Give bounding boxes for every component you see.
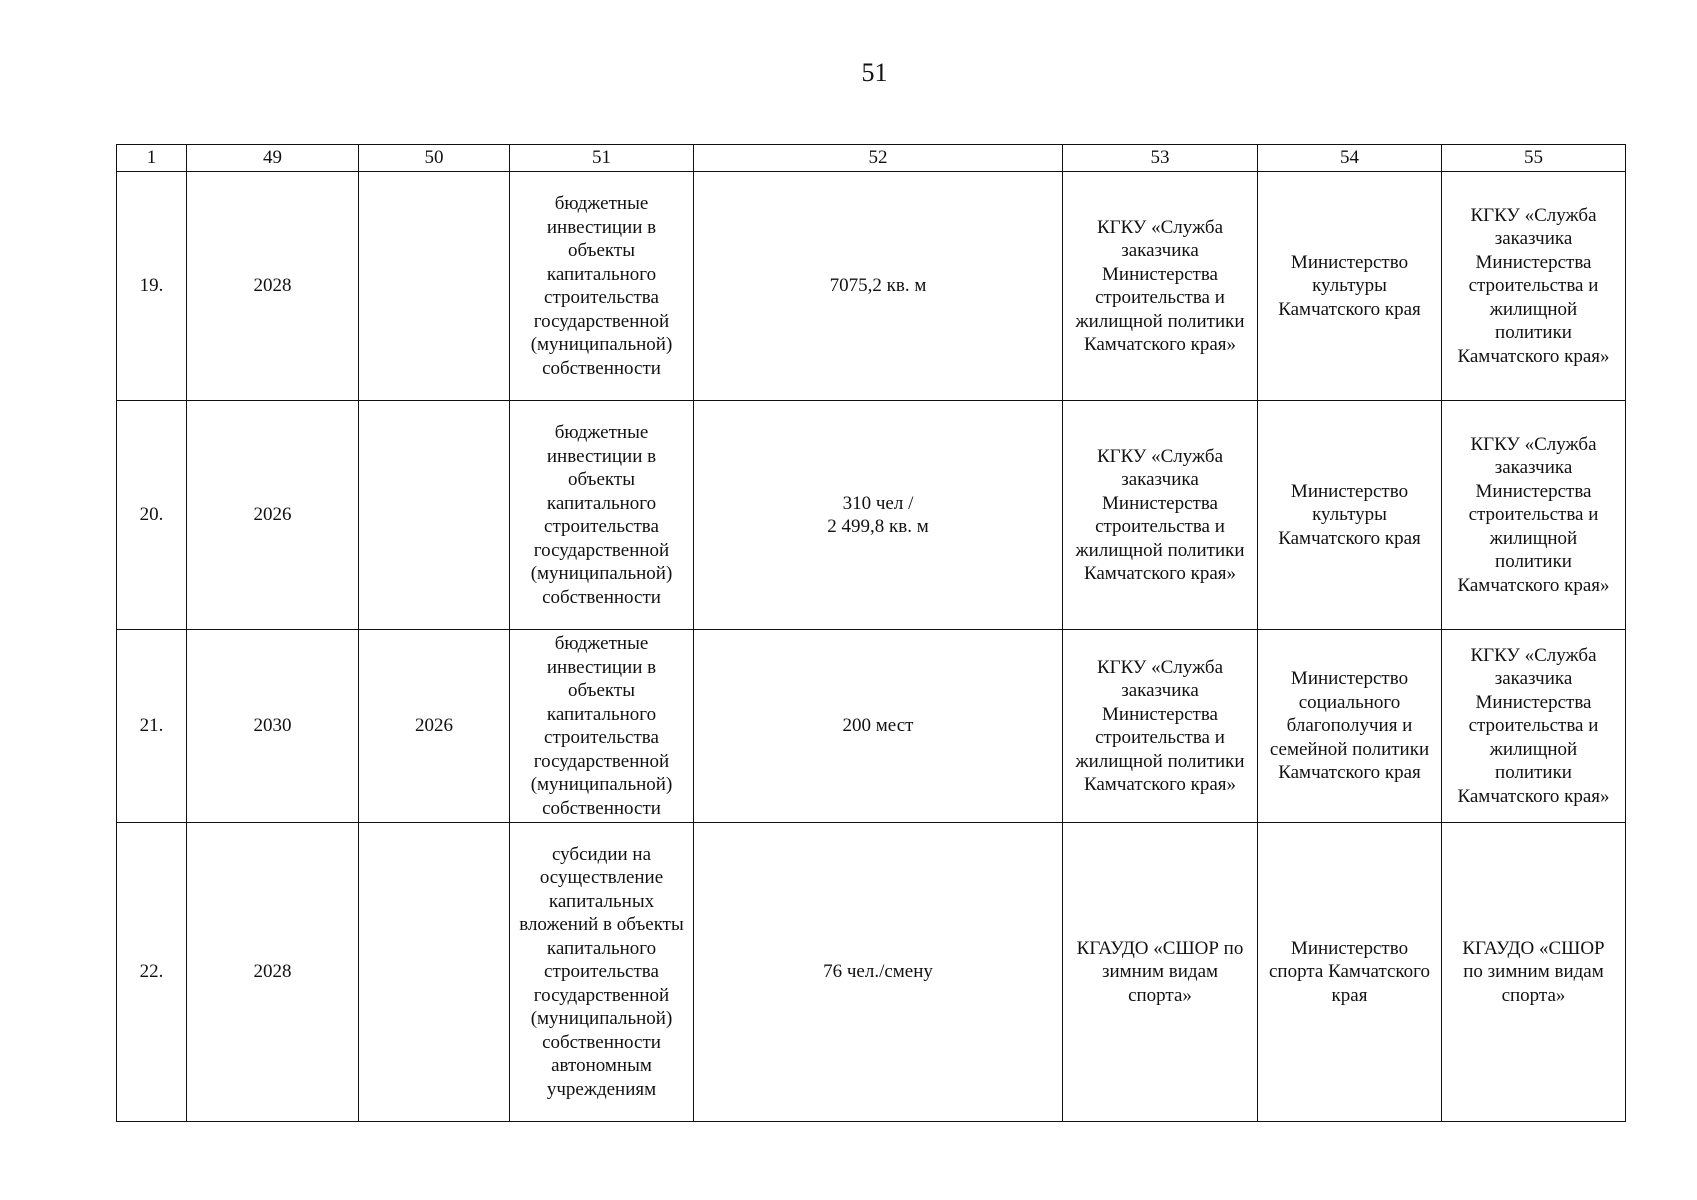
cell-text-line: жилищной политики	[1075, 310, 1245, 332]
capacity-cell	[694, 823, 1063, 1122]
page-number: 51	[861, 58, 888, 87]
table-row	[117, 172, 1626, 401]
cell-text-line: автономным	[551, 1055, 652, 1077]
cell-text-line: бюджетные	[554, 633, 649, 654]
cell-text-line: политики	[1495, 762, 1572, 784]
cell-text-line: капитальных	[548, 890, 655, 912]
cell-text-line: строительства	[544, 516, 659, 537]
cell-text-line: Камчатского края	[1278, 762, 1421, 784]
cell-text-line: жилищной	[1489, 298, 1578, 320]
cell-text-line: жилищной политики	[1075, 539, 1245, 561]
row-number-cell: 20.	[117, 401, 187, 630]
year-cell: 2028	[187, 172, 359, 401]
cell-text-line: Камчатского края»	[1083, 774, 1237, 795]
cell-text-line: политики	[1495, 551, 1572, 573]
funding-type-cell	[510, 823, 694, 1122]
cell-text-line: государственной	[533, 750, 670, 772]
cell-text-line: заказчика	[1121, 680, 1199, 701]
cell-text-line: КГКУ «Служба	[1096, 445, 1224, 467]
cell-text-line: строительства	[544, 961, 659, 983]
cell-text-line: собственности	[542, 357, 661, 379]
cell-text-line: Камчатского края»	[1083, 563, 1237, 584]
ministry-cell	[1258, 172, 1442, 401]
cell-text-line: бюджетные	[554, 193, 649, 214]
cell-text-line: края	[1331, 984, 1368, 1006]
cell-text-line: Министерство	[1290, 937, 1409, 959]
cell-text-line: капитального	[546, 937, 657, 959]
cell-text-line: Министерства	[1102, 703, 1218, 725]
cell-text-line: осуществление	[539, 867, 664, 889]
cell-text-line: благополучия и	[1286, 715, 1413, 737]
cell-text-line: Министерство	[1290, 668, 1409, 690]
cell-text-line: 7075,2 кв. м	[829, 275, 927, 297]
cell-text-line: инвестиции в	[546, 656, 657, 678]
cell-text-line: спорта»	[1128, 984, 1192, 1006]
year-cell: 2030	[187, 630, 359, 823]
cell-text-line: жилищной	[1489, 527, 1578, 549]
cell-text-line: по зимним видам	[1463, 961, 1604, 983]
cell-text-line: инвестиции в	[546, 216, 657, 238]
year-cell-secondary	[359, 823, 510, 1122]
cell-text-line: инвестиции в	[546, 445, 657, 467]
cell-text-line: Министерства	[1475, 480, 1592, 502]
cell-text-line: капитального	[546, 703, 657, 725]
cell-text-line: бюджетные	[554, 422, 649, 443]
cell-text-line: заказчика	[1121, 240, 1199, 261]
cell-text-line: Министерство	[1290, 480, 1409, 502]
cell-text-line: жилищной политики	[1075, 750, 1245, 772]
funding-type-cell	[510, 401, 694, 630]
cell-text-line: социального	[1298, 691, 1401, 713]
row-number-cell: 22.	[117, 823, 187, 1122]
cell-text-line: КГКУ «Служба	[1096, 216, 1224, 238]
cell-text-line: Министерства	[1102, 492, 1218, 514]
cell-text-line: строительства	[544, 727, 659, 748]
year-cell: 2028	[187, 823, 359, 1122]
cell-text-line: политики	[1495, 322, 1572, 344]
row-number-cell: 19.	[117, 172, 187, 401]
cell-text-line: Министерства	[1475, 251, 1592, 273]
cell-text-line: субсидии на	[551, 843, 652, 865]
header-row	[117, 145, 1626, 172]
cell-text-line: спорта»	[1501, 984, 1566, 1006]
column-header-1: 1	[117, 145, 187, 172]
column-header-49: 49	[187, 145, 359, 172]
cell-text-line: объекты	[567, 680, 635, 701]
cell-text-line: Камчатского края»	[1457, 574, 1610, 596]
ministry-cell	[1258, 823, 1442, 1122]
column-header-55: 55	[1442, 145, 1626, 172]
cell-text-line: (муниципальной)	[530, 563, 673, 584]
customer-cell	[1063, 401, 1258, 630]
cell-text-line: (муниципальной)	[530, 334, 673, 355]
cell-text-line: КГКУ «Служба	[1096, 656, 1224, 678]
cell-text-line: вложений в объекты	[519, 914, 684, 936]
cell-text-line: (муниципальной)	[530, 1008, 673, 1030]
cell-text-line: КГКУ «Служба	[1470, 433, 1597, 455]
customer-cell	[1063, 172, 1258, 401]
recipient-cell	[1442, 401, 1626, 630]
cell-text-line: культуры	[1312, 504, 1387, 526]
cell-text-line: собственности	[542, 1031, 661, 1053]
data-table	[116, 144, 1626, 1122]
table-row	[117, 630, 1626, 823]
column-header-50: 50	[359, 145, 510, 172]
cell-text-line: строительства	[544, 287, 659, 308]
column-header-52: 52	[694, 145, 1063, 172]
customer-cell	[1063, 630, 1258, 823]
cell-text-line: КГКУ «Служба	[1470, 204, 1597, 226]
recipient-cell	[1442, 630, 1626, 823]
cell-text-line: Министерства	[1102, 263, 1218, 285]
year-cell-secondary	[359, 172, 510, 401]
cell-text-line: семейной политики	[1269, 738, 1430, 760]
cell-text-line: зимним видам	[1101, 961, 1219, 983]
cell-text-line: заказчика	[1494, 457, 1573, 479]
cell-text-line: государственной	[533, 984, 670, 1006]
cell-text-line: Министерства	[1475, 691, 1592, 713]
customer-cell	[1063, 823, 1258, 1122]
cell-text-line: 200 мест	[842, 715, 914, 737]
cell-text-line: строительства и	[1095, 287, 1225, 308]
cell-text-line: жилищной	[1489, 738, 1578, 760]
cell-text-line: Камчатского края»	[1457, 345, 1610, 367]
ministry-cell	[1258, 630, 1442, 823]
cell-text-line: строительства и	[1095, 727, 1225, 748]
cell-text-line: строительства и	[1095, 516, 1225, 537]
cell-text-line: (муниципальной)	[530, 774, 673, 795]
capacity-cell	[694, 172, 1063, 401]
cell-text-line: 76 чел./смену	[823, 961, 933, 983]
cell-text-line: заказчика	[1494, 228, 1573, 250]
cell-text-line: КГКУ «Служба	[1470, 644, 1597, 666]
cell-text-line: строительства и	[1468, 715, 1599, 737]
year-cell-secondary	[359, 401, 510, 630]
cell-text-line: заказчика	[1121, 469, 1199, 490]
cell-text-line: Министерство	[1290, 251, 1409, 273]
cell-text-line: собственности	[542, 586, 661, 608]
cell-text-line: Камчатского края	[1278, 527, 1421, 549]
cell-text-line: учреждениям	[546, 1078, 657, 1100]
table-row	[117, 401, 1626, 630]
capacity-cell	[694, 630, 1063, 823]
cell-text-line: КГАУДО «СШОР по	[1076, 937, 1244, 959]
cell-text-line: Камчатского края	[1278, 298, 1421, 320]
cell-text-line: государственной	[533, 310, 670, 332]
cell-text-line: 2 499,8 кв. м	[827, 516, 929, 537]
cell-text-line: КГАУДО «СШОР	[1462, 937, 1605, 959]
cell-text-line: спорта Камчатского	[1269, 961, 1430, 983]
cell-text-line: Камчатского края»	[1457, 785, 1610, 807]
year-cell: 2026	[187, 401, 359, 630]
row-number-cell: 21.	[117, 630, 187, 823]
ministry-cell	[1258, 401, 1442, 630]
cell-text-line: строительства и	[1468, 275, 1599, 297]
recipient-cell	[1442, 823, 1626, 1122]
cell-text-line: культуры	[1312, 275, 1387, 297]
column-header-54: 54	[1258, 145, 1442, 172]
cell-text-line: 310 чел /	[842, 492, 914, 514]
capacity-cell	[694, 401, 1063, 630]
cell-text-line: собственности	[542, 797, 661, 819]
year-cell-secondary: 2026	[359, 630, 510, 823]
column-header-51: 51	[510, 145, 694, 172]
cell-text-line: заказчика	[1494, 668, 1573, 690]
cell-text-line: объекты	[567, 469, 635, 490]
cell-text-line: Камчатского края»	[1083, 334, 1237, 355]
table-row	[117, 823, 1626, 1122]
cell-text-line: строительства и	[1468, 504, 1599, 526]
recipient-cell	[1442, 172, 1626, 401]
cell-text-line: государственной	[533, 539, 670, 561]
cell-text-line: капитального	[546, 263, 657, 285]
funding-type-cell	[510, 630, 694, 823]
column-header-53: 53	[1063, 145, 1258, 172]
funding-type-cell	[510, 172, 694, 401]
cell-text-line: капитального	[546, 492, 657, 514]
cell-text-line: объекты	[567, 240, 635, 261]
